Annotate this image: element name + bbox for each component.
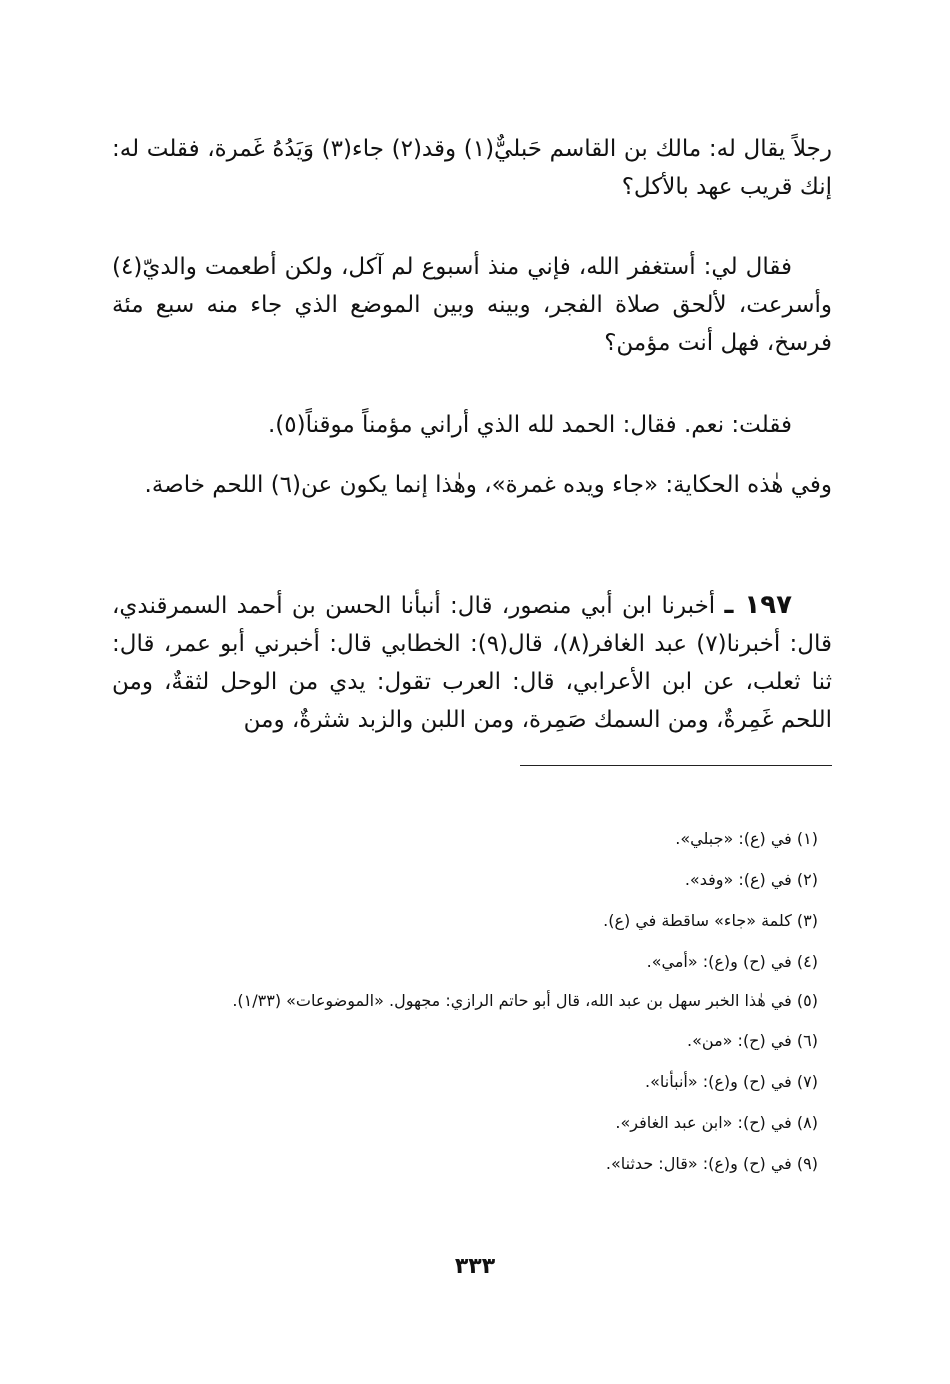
paragraph-2-text: فقال لي: أستغفر الله، فإني منذ أسبوع لم آكل، ولكن أطعمت والديّ(٤) وأسرعت، لألحق صلاة الفجر، وبينه وبين الموضع الذي جاء منه سبع مئة فرسخ، فهل أنت مؤمن؟ (112, 254, 832, 356)
footnote-9: (٩) في (ح) و(ع): «قال: حدثنا». (605, 1154, 818, 1173)
paragraph-1-text: رجلاً يقال له: مالك بن القاسم حَبليٌّ(١) وقد(٢) جاء(٣) وَيَدُهُ غَمرة، فقلت له: إنك قريب عهد بالأكل؟ (112, 136, 832, 200)
footnote-7: (٧) في (ح) و(ع): «أنبأنا». (645, 1072, 818, 1091)
paragraph-5 (112, 586, 832, 739)
footnote-8: (٨) في (ح): «ابن عبد الغافر». (615, 1113, 818, 1132)
footnote-2: (٢) في (ع): «وفد». (684, 870, 818, 889)
footnote-5: (٥) في هٰذا الخبر سهل بن عبد الله، قال أبو حاتم الرازي: مجهول. «الموضوعات» (١/٣٣). (232, 991, 818, 1010)
paragraph-3-text: فقلت: نعم. فقال: الحمد لله الذي أراني مؤمناً موقناً(٥). (267, 412, 792, 438)
page-number: ٣٣٣ (454, 1254, 496, 1279)
paragraph-2 (112, 248, 832, 362)
footnote-divider (520, 765, 832, 766)
paragraph-4 (112, 466, 832, 504)
paragraph-1 (112, 130, 832, 206)
paragraph-4-text: وفي هٰذه الحكاية: «جاء ويده غمرة»، وهٰذا إنما يكون عن(٦) اللحم خاصة. (144, 472, 832, 498)
footnotes (112, 818, 832, 1184)
hadith-number: ١٩٧ ـ (724, 590, 793, 620)
footnote-1: (١) في (ع): «جبلي». (675, 829, 818, 848)
footnote-6: (٦) في (ح): «من». (687, 1031, 818, 1050)
footnote-4: (٤) في (ح) و(ع): «أمي». (646, 952, 818, 971)
paragraph-3 (112, 406, 832, 444)
footnote-3: (٣) كلمة «جاء» ساقطة في (ع). (603, 911, 818, 930)
paragraph-5-body: أخبرنا ابن أبي منصور، قال: أنبأنا الحسن بن أحمد السمرقندي، قال: أخبرنا(٧) عبد الغافر(٨)، قال(٩): الخطابي قال: أخبرني أبو عمر، قال: ثنا ثعلب، عن ابن الأعرابي، قال: العرب تقول: يدي من الوحل لثقةٌ، ومن اللحم غَمِرةٌ، ومن السمك صَمِرة، ومن اللبن والزبد شثرةٌ، ومن (112, 593, 832, 733)
paragraph-5-text (112, 586, 832, 739)
